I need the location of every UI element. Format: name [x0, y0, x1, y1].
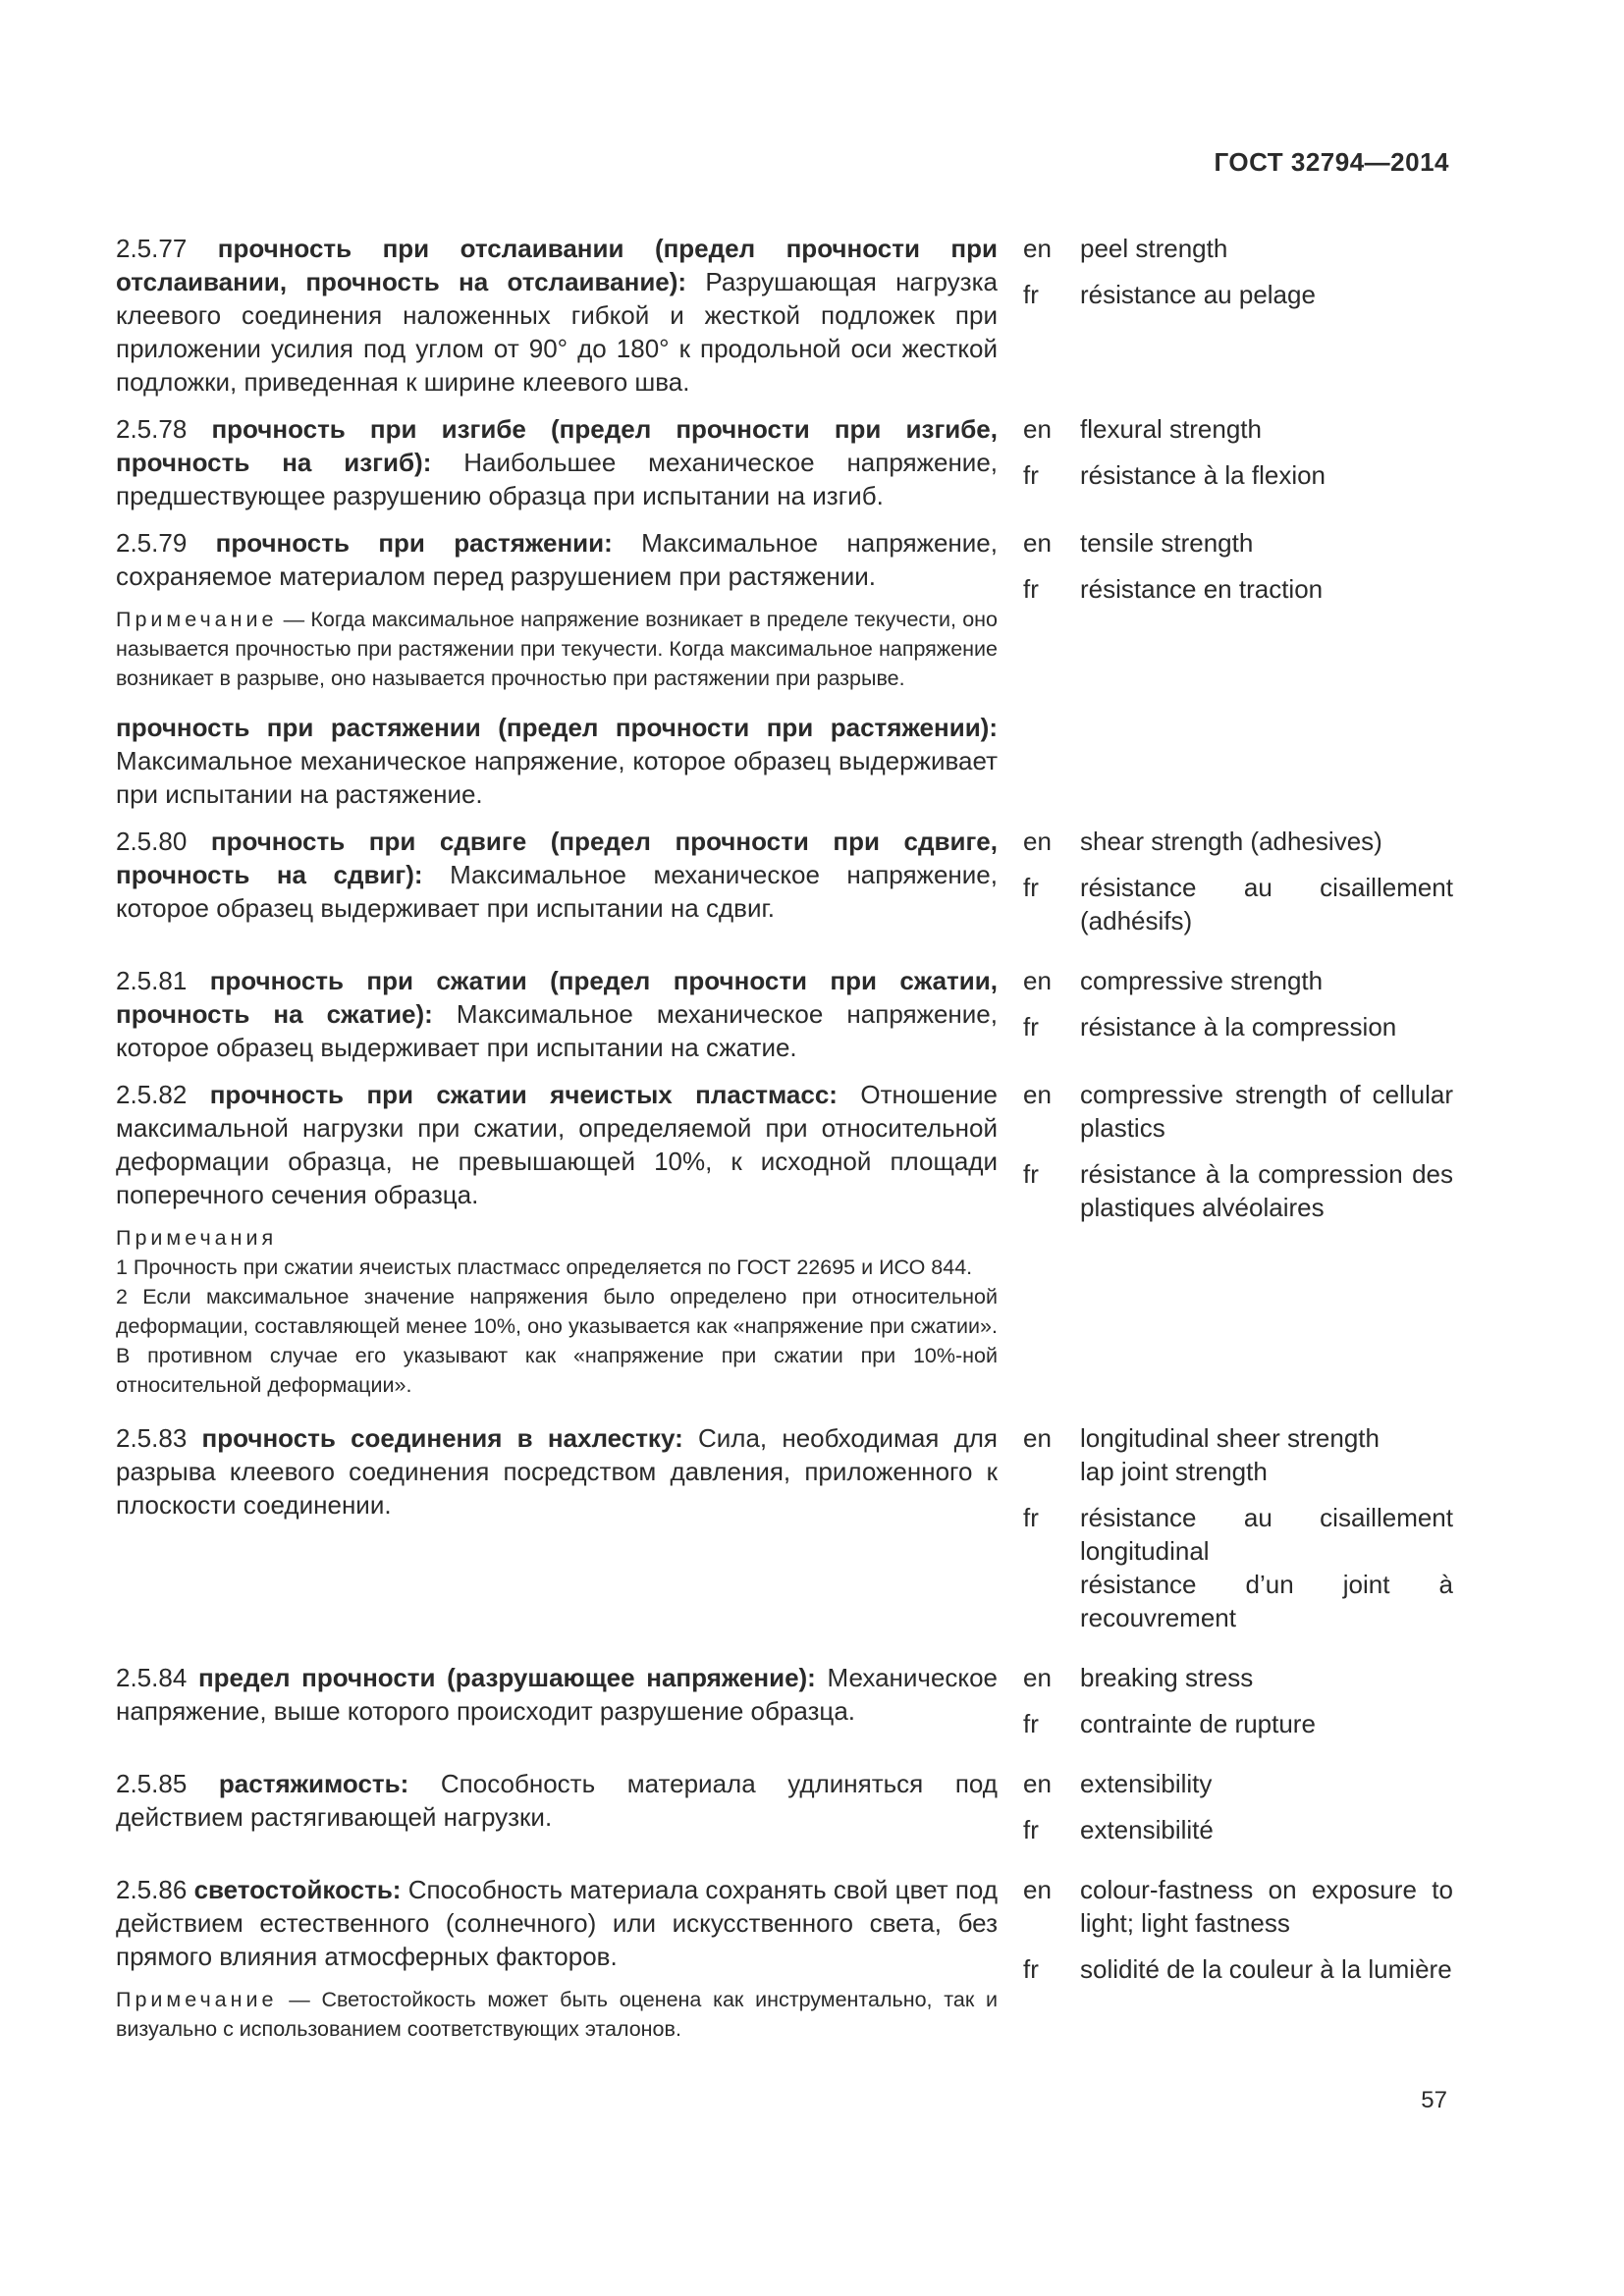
- term-text: Способность материала удлиняться под действием растягивающей нагрузки.: [116, 1769, 998, 1832]
- equivalent-fr: solidité de la couleur à la lumière: [1080, 1954, 1452, 1984]
- term-text: Разрушающая нагрузка клеевого соединения наложенных гибкой и жесткой подложек при приложении усилия под углом от 90° до 180° к продольной оси жесткой подложки, приведенная к ширине клеевого шва.: [116, 267, 998, 397]
- term-text: Механическое напряжение, выше которого происходит разрушение образца.: [116, 1663, 998, 1726]
- term-number: 2.5.83: [116, 1423, 188, 1453]
- lang-code-fr: fr: [1023, 1954, 1039, 1984]
- equivalent-fr-line: résistance d’un joint à recouvrement: [1080, 1570, 1453, 1632]
- lang-code-en: en: [1023, 234, 1052, 263]
- equivalent-en: shear strength (adhesives): [1080, 827, 1382, 856]
- equivalent-fr: résistance à la compression: [1080, 1012, 1397, 1041]
- lang-code-en: en: [1023, 1769, 1052, 1798]
- term-definition: [116, 1078, 998, 1400]
- equivalent-en: flexural strength: [1080, 414, 1262, 444]
- term-name: прочность при сжатии (предел прочности при сжатии, прочность на сжатие):: [116, 966, 998, 1029]
- lang-code-fr: fr: [1023, 1815, 1039, 1844]
- note-text: — Светостойкость может быть оценена как инструментально, так и визуально с использованием соответствующих эталонов.: [116, 1988, 998, 2041]
- equivalent-en: tensile strength: [1080, 528, 1254, 558]
- equivalent-fr: résistance au cisaillement (adhésifs): [1080, 873, 1453, 935]
- term-text: Максимальное механическое напряжение, которое образец выдерживает при испытании на растяжение.: [116, 746, 998, 809]
- term-number: 2.5.82: [116, 1080, 188, 1109]
- lang-code-fr: fr: [1023, 1709, 1039, 1738]
- term-entry-2-5-82: [116, 1078, 1453, 1400]
- term-text: Максимальное механическое напряжение, которое образец выдерживает при испытании на сжатие.: [116, 999, 998, 1062]
- term-name: прочность соединения в нахлестку:: [201, 1423, 683, 1453]
- term-equivalents: [1023, 1873, 1453, 2044]
- term-entry-2-5-86: [116, 1873, 1453, 2044]
- notes-label: Примечания: [116, 1226, 278, 1250]
- term-number: 2.5.79: [116, 528, 188, 558]
- term-name: прочность при растяжении:: [215, 528, 613, 558]
- term-text: Максимальное напряжение, сохраняемое материалом перед разрушением при растяжении.: [116, 528, 998, 591]
- term-text: Отношение максимальной нагрузки при сжатии, определяемой при относительной деформации образца, не превышающей 10%, к исходной площади поперечного сечения образца.: [116, 1080, 998, 1209]
- note-item: 1 Прочность при сжатии ячеистых пластмасс определяется по ГОСТ 22695 и ИСО 844.: [116, 1255, 973, 1279]
- term-text: Максимальное механическое напряжение, которое образец выдерживает при испытании на сдвиг.: [116, 860, 998, 923]
- term-text: Сила, необходимая для разрыва клеевого соединения посредством давления, приложенного к плоскости соединении.: [116, 1423, 998, 1520]
- note-item: 2 Если максимальное значение напряжения было определено при относительной деформации, составляющей менее 10%, оно указывается как «напряжение при сжатии». В противном случае его указывают как «напряжение при сжатии при 10%-ной относительной деформации».: [116, 1285, 998, 1397]
- term-definition: [116, 825, 998, 950]
- term-definition: [116, 964, 998, 1064]
- term-number: 2.5.84: [116, 1663, 188, 1692]
- term-name: прочность при сжатии ячеистых пластмасс:: [209, 1080, 838, 1109]
- term-equivalents: [1023, 1421, 1453, 1647]
- term-name: растяжимость:: [218, 1769, 409, 1798]
- term-entry-2-5-78: [116, 412, 1453, 512]
- term-text: Способность материала сохранять свой цвет под действием естественного (солнечного) или искусственного света, без прямого влияния атмосферных факторов.: [116, 1875, 998, 1971]
- term-name: прочность при изгибе (предел прочности при изгибе, прочность на изгиб):: [116, 414, 998, 477]
- term-name: прочность при отслаивании (предел прочности при отслаивании, прочность на отслаивание):: [116, 234, 998, 296]
- term-equivalents: [1023, 526, 1453, 811]
- term-number: 2.5.77: [116, 234, 188, 263]
- lang-code-fr: fr: [1023, 1503, 1039, 1532]
- term-number: 2.5.85: [116, 1769, 188, 1798]
- term-definition: [116, 1661, 998, 1753]
- term-definition: [116, 1421, 998, 1647]
- term-equivalents: [1023, 412, 1453, 512]
- term-entry-2-5-79: [116, 526, 1453, 811]
- lang-code-fr: fr: [1023, 1012, 1039, 1041]
- equivalent-en: [1080, 1421, 1453, 1488]
- term-definition: [116, 526, 998, 811]
- equivalent-fr: résistance à la flexion: [1080, 460, 1326, 490]
- lang-code-en: en: [1023, 414, 1052, 444]
- equivalent-fr-line: résistance au cisaillement longitudinal: [1080, 1503, 1453, 1566]
- term-definition: [116, 412, 998, 512]
- lang-code-fr: fr: [1023, 1159, 1039, 1189]
- term-entry-2-5-81: [116, 964, 1453, 1064]
- term-entry-2-5-83: [116, 1421, 1453, 1647]
- equivalent-en: colour-fastness on exposure to light; light fastness: [1080, 1875, 1453, 1938]
- term-number: 2.5.80: [116, 827, 188, 856]
- term-name: прочность при сдвиге (предел прочности при сдвиге, прочность на сдвиг):: [116, 827, 998, 889]
- equivalent-fr: résistance au pelage: [1080, 280, 1316, 309]
- term-note: [116, 605, 998, 693]
- equivalent-fr: [1080, 1501, 1453, 1634]
- term-entry-2-5-84: [116, 1661, 1453, 1753]
- term-definition: [116, 232, 998, 399]
- equivalent-en-line: lap joint strength: [1080, 1457, 1268, 1486]
- term-entry-2-5-80: [116, 825, 1453, 950]
- equivalent-fr: extensibilité: [1080, 1815, 1214, 1844]
- equivalent-en-line: longitudinal sheer strength: [1080, 1423, 1380, 1453]
- lang-code-en: en: [1023, 966, 1052, 995]
- equivalent-en: breaking stress: [1080, 1663, 1254, 1692]
- lang-code-en: en: [1023, 1423, 1052, 1453]
- term-name: предел прочности (разрушающее напряжение):: [197, 1663, 816, 1692]
- equivalent-en: compressive strength: [1080, 966, 1324, 995]
- term-notes: [116, 1223, 998, 1400]
- term-definition: [116, 1873, 998, 2044]
- terms-list: [116, 232, 1453, 2057]
- lang-code-en: en: [1023, 827, 1052, 856]
- lang-code-fr: fr: [1023, 460, 1039, 490]
- term-note: [116, 1985, 998, 2044]
- term-equivalents: [1023, 1078, 1453, 1400]
- equivalent-en: compressive strength of cellular plastics: [1080, 1080, 1453, 1143]
- term-equivalents: [1023, 825, 1453, 950]
- term-equivalents: [1023, 1661, 1453, 1753]
- term-equivalents: [1023, 1767, 1453, 1859]
- term-number: 2.5.86: [116, 1875, 188, 1904]
- term-entry-2-5-77: [116, 232, 1453, 399]
- term-number: 2.5.78: [116, 414, 188, 444]
- note-text: — Когда максимальное напряжение возникает в пределе текучести, оно называется прочностью при растяжении при текучести. Когда максимальное напряжение возникает в разрыве, оно называется прочностью при растяжении при разрыве.: [116, 608, 998, 690]
- equivalent-fr: résistance à la compression des plastiques alvéolaires: [1080, 1159, 1453, 1222]
- term-name: светостойкость:: [193, 1875, 402, 1904]
- lang-code-fr: fr: [1023, 873, 1039, 902]
- lang-code-fr: fr: [1023, 280, 1039, 309]
- lang-code-en: en: [1023, 1080, 1052, 1109]
- note-label: Примечание: [116, 608, 278, 631]
- lang-code-en: en: [1023, 1663, 1052, 1692]
- equivalent-en: extensibility: [1080, 1769, 1213, 1798]
- term-definition: [116, 1767, 998, 1859]
- term-number: 2.5.81: [116, 966, 188, 995]
- term-name: прочность при растяжении (предел прочности при растяжении):: [116, 713, 998, 742]
- page-number: 57: [1421, 2087, 1447, 2113]
- term-text: Наибольшее механическое напряжение, предшествующее разрушению образца при испытании на изгиб.: [116, 448, 999, 510]
- equivalent-fr: contrainte de rupture: [1080, 1709, 1316, 1738]
- term-additional: [116, 711, 998, 811]
- note-label: Примечание: [116, 1988, 278, 2011]
- term-entry-2-5-85: [116, 1767, 1453, 1859]
- equivalent-en: peel strength: [1080, 234, 1228, 263]
- lang-code-en: en: [1023, 1875, 1052, 1904]
- term-equivalents: [1023, 964, 1453, 1064]
- lang-code-en: en: [1023, 528, 1052, 558]
- term-equivalents: [1023, 232, 1453, 399]
- page-header-standard: ГОСТ 32794—2014: [1214, 147, 1449, 177]
- equivalent-fr: résistance en traction: [1080, 574, 1324, 604]
- lang-code-fr: fr: [1023, 574, 1039, 604]
